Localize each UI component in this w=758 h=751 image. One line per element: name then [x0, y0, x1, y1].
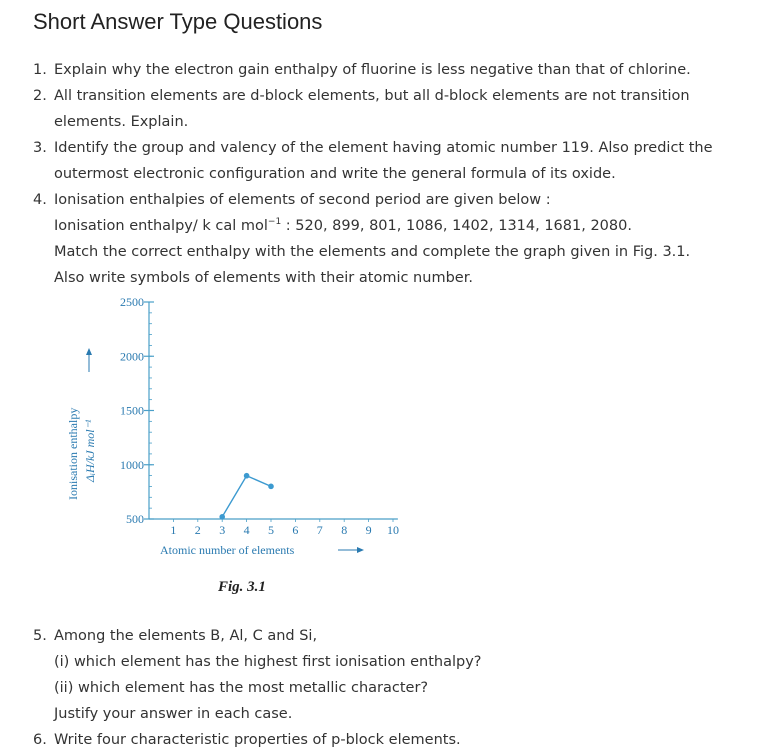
question-5-sub-2: (ii) which element has the most metallic character?: [54, 680, 429, 696]
question-number: 6.: [33, 732, 47, 748]
data-point: [268, 484, 274, 490]
y-tick-label: 500: [126, 512, 144, 526]
y-tick-label: 1500: [120, 403, 144, 418]
y-axis-arrow-head: [86, 348, 92, 355]
y-axis-label: Ionisation enthalpy: [66, 407, 80, 500]
question-5-sub-1: (i) which element has the highest first ionisation enthalpy?: [54, 654, 482, 670]
question-text: Explain why the electron gain enthalpy of fluorine is less negative than that of chlorine.: [54, 62, 691, 78]
y-tick-label: 1000: [120, 457, 144, 472]
x-tick-label: 2: [194, 523, 201, 537]
figure-caption: Fig. 3.1: [218, 579, 266, 595]
series-line: [222, 476, 271, 517]
y-tick-label: 2500: [120, 295, 144, 309]
question-text: Write four characteristic properties of p-block elements.: [54, 732, 461, 748]
question-2-continued: elements. Explain.: [54, 114, 189, 130]
question-number: 3.: [33, 140, 47, 156]
x-tick-label: 4: [243, 523, 250, 537]
y-tick-label: 2000: [120, 349, 144, 364]
question-5-line-4: Justify your answer in each case.: [54, 706, 293, 722]
question-3-continued: outermost electronic configuration and write the general formula of its oxide.: [54, 166, 616, 182]
data-point: [219, 514, 225, 520]
ie-values: : 520, 899, 801, 1086, 1402, 1314, 1681, 2080.: [281, 218, 632, 234]
question-number: 4.: [33, 192, 47, 208]
x-tick-label: 5: [268, 523, 274, 537]
x-tick-label: 8: [341, 523, 348, 537]
question-4-line-4: Also write symbols of elements with their atomic number.: [54, 270, 473, 286]
x-tick-label: 9: [365, 523, 372, 537]
question-6: [33, 730, 461, 750]
x-tick-label: 6: [292, 523, 299, 537]
question-text: Among the elements B, Al, C and Si,: [54, 628, 318, 644]
data-point: [244, 473, 250, 479]
ie-label: Ionisation enthalpy/ k cal mol: [54, 218, 268, 234]
question-number: 1.: [33, 62, 47, 78]
question-number: 2.: [33, 88, 47, 104]
question-text: Identify the group and valency of the element having atomic number 119. Also predict the: [54, 140, 713, 156]
x-axis-label: Atomic number of elements: [160, 543, 295, 557]
question-5: [33, 626, 317, 646]
question-text: Ionisation enthalpies of elements of second period are given below :: [54, 192, 551, 208]
y-axis-unit-label: ΔᵢH/kJ mol⁻¹: [83, 419, 97, 482]
question-4-line-3: Match the correct enthalpy with the elements and complete the graph given in Fig. 3.1.: [54, 244, 691, 260]
x-tick-label: 10: [387, 523, 399, 537]
x-tick-label: 7: [316, 523, 323, 537]
x-axis-arrow-head: [357, 547, 364, 553]
question-text: All transition elements are d-block elements, but all d-block elements are not transition: [54, 88, 690, 104]
x-tick-label: 3: [219, 523, 226, 537]
ie-label-superscript: −1: [267, 217, 282, 227]
x-tick-label: 1: [170, 523, 177, 537]
page-title: Short Answer Type Questions: [33, 9, 323, 34]
question-number: 5.: [33, 628, 47, 644]
